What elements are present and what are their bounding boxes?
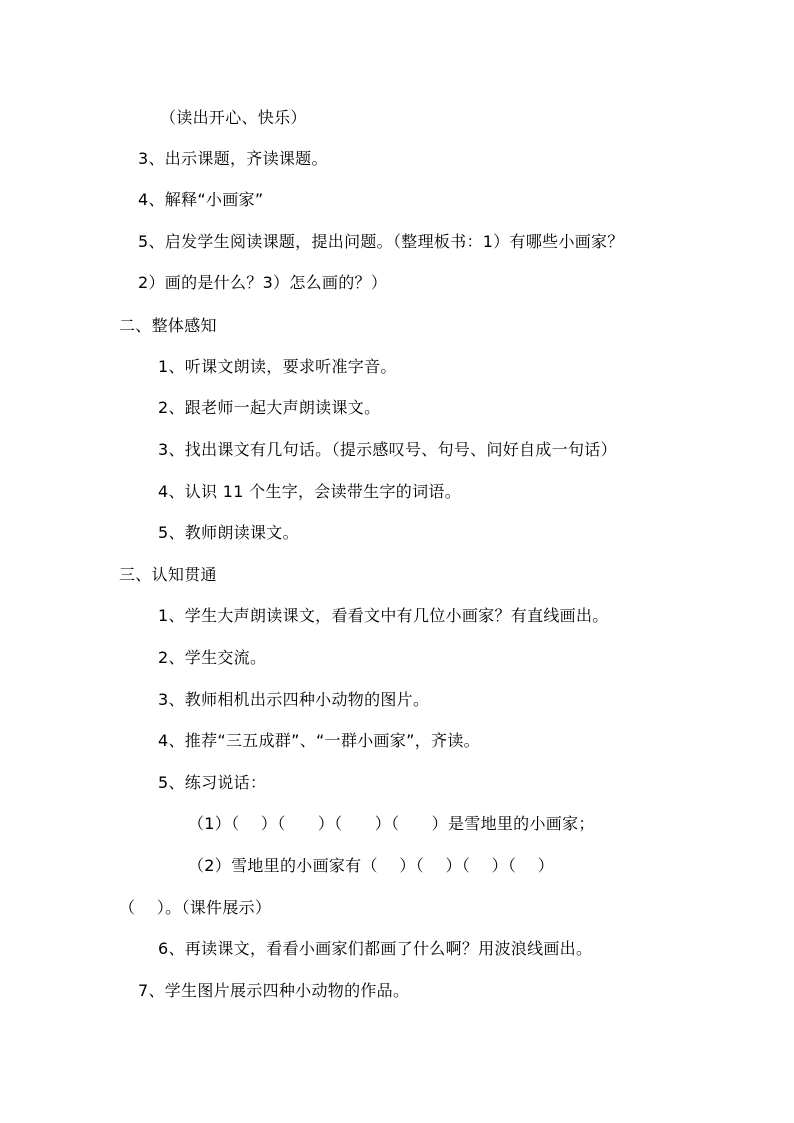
- text-line: 3、找出课文有几句话。（提示感叹号、句号、问好自成一句话）: [158, 440, 617, 459]
- text-line: （1）（ ）（ ）（ ）（ ）是雪地里的小画家；: [188, 814, 595, 833]
- text-line: 4、认识 11 个生字，会读带生字的词语。: [158, 482, 462, 501]
- text-line: 2、跟老师一起大声朗读课文。: [158, 398, 381, 417]
- text-line: 6、再读课文，看看小画家们都画了什么啊？用波浪线画出。: [158, 939, 593, 958]
- text-line: （读出开心、快乐）: [160, 108, 307, 127]
- text-line: 1、听课文朗读，要求听准字音。: [158, 357, 397, 376]
- text-line: 3、出示课题，齐读课题。: [138, 149, 328, 168]
- text-line: 7、学生图片展示四种小动物的作品。: [138, 981, 410, 1000]
- section-heading: 二、整体感知: [119, 316, 217, 335]
- text-line: （2）雪地里的小画家有（ ）（ ）（ ）（ ）: [188, 856, 555, 875]
- text-line: 4、推荐“三五成群”、“一群小画家”，齐读。: [158, 731, 480, 750]
- text-line: （ ）。（课件展示）: [119, 898, 272, 917]
- text-line: 2）画的是什么？3）怎么画的？）: [138, 273, 388, 292]
- section-heading: 三、认知贯通: [119, 565, 217, 584]
- text-line: 4、解释“小画家”: [138, 190, 264, 209]
- text-line: 5、教师朗读课文。: [158, 523, 299, 542]
- text-line: 3、教师相机出示四种小动物的图片。: [158, 690, 430, 709]
- text-line: 2、学生交流。: [158, 648, 267, 667]
- text-line: 5、启发学生阅读课题，提出问题。（整理板书：1）有哪些小画家？: [138, 232, 624, 251]
- text-line: 5、练习说话：: [158, 773, 267, 792]
- text-line: 1、学生大声朗读课文，看看文中有几位小画家？有直线画出。: [158, 606, 609, 625]
